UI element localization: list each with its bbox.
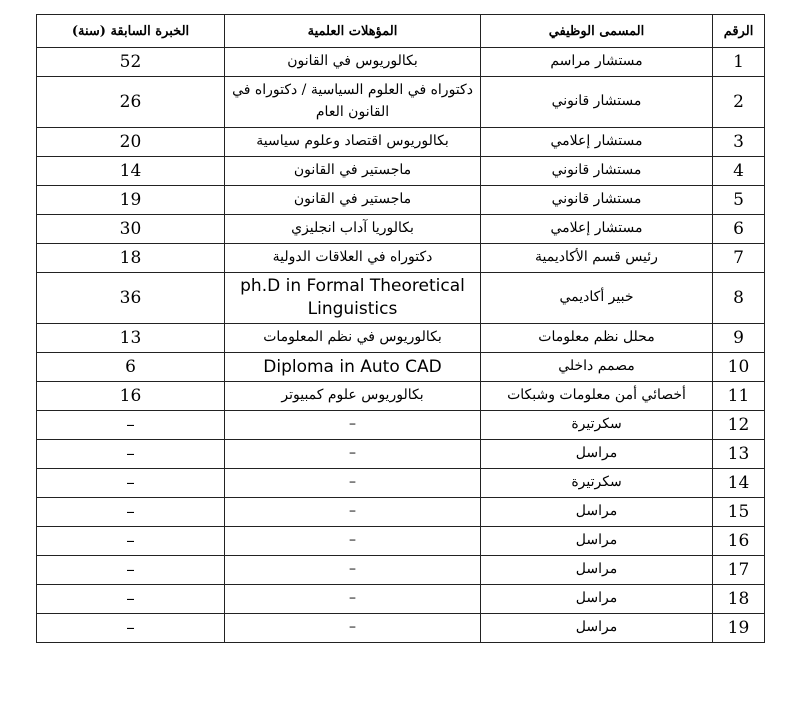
job-title-cell: محلل نظم معلومات xyxy=(481,324,713,353)
row-number: 14 xyxy=(713,469,765,498)
experience-cell: 30 xyxy=(37,215,225,244)
qualification-cell: ph.D in Formal Theoretical Linguistics xyxy=(225,273,481,324)
row-number: 19 xyxy=(713,614,765,643)
experience-cell: 19 xyxy=(37,186,225,215)
header-number: الرقم xyxy=(713,15,765,48)
table-row xyxy=(37,440,765,469)
experience-cell: 20 xyxy=(37,128,225,157)
qualification-cell: دكتوراه في العلاقات الدولية xyxy=(225,244,481,273)
job-title-cell: مستشار إعلامي xyxy=(481,215,713,244)
job-title-cell: مستشار قانوني xyxy=(481,77,713,128)
qualification-cell: – xyxy=(225,469,481,498)
qualification-cell: – xyxy=(225,585,481,614)
job-title-cell: مراسل xyxy=(481,440,713,469)
row-number: 15 xyxy=(713,498,765,527)
table-row xyxy=(37,556,765,585)
table-row xyxy=(37,273,765,324)
table-row xyxy=(37,128,765,157)
table-row xyxy=(37,157,765,186)
job-title-cell: مستشار إعلامي xyxy=(481,128,713,157)
job-title-cell: مراسل xyxy=(481,585,713,614)
staff-table xyxy=(36,14,765,643)
experience-cell: – xyxy=(37,411,225,440)
job-title-cell: سكرتيرة xyxy=(481,469,713,498)
experience-cell: 14 xyxy=(37,157,225,186)
qualification-cell: Diploma in Auto CAD xyxy=(225,353,481,382)
row-number: 2 xyxy=(713,77,765,128)
qualification-cell: بكالوريوس علوم كمبيوتر xyxy=(225,382,481,411)
row-number: 11 xyxy=(713,382,765,411)
experience-cell: – xyxy=(37,527,225,556)
row-number: 16 xyxy=(713,527,765,556)
experience-cell: 52 xyxy=(37,48,225,77)
job-title-cell: مستشار مراسم xyxy=(481,48,713,77)
table-row xyxy=(37,469,765,498)
job-title-cell: رئيس قسم الأكاديمية xyxy=(481,244,713,273)
job-title-cell: مصمم داخلي xyxy=(481,353,713,382)
row-number: 13 xyxy=(713,440,765,469)
experience-cell: 13 xyxy=(37,324,225,353)
table-row xyxy=(37,77,765,128)
header-qualifications: المؤهلات العلمية xyxy=(225,15,481,48)
experience-cell: – xyxy=(37,469,225,498)
row-number: 10 xyxy=(713,353,765,382)
job-title-cell: مستشار قانوني xyxy=(481,157,713,186)
qualification-cell: – xyxy=(225,440,481,469)
job-title-cell: مستشار قانوني xyxy=(481,186,713,215)
table-row xyxy=(37,186,765,215)
table-row xyxy=(37,324,765,353)
qualification-cell: بكالوريا آداب انجليزي xyxy=(225,215,481,244)
job-title-cell: خبير أكاديمي xyxy=(481,273,713,324)
row-number: 1 xyxy=(713,48,765,77)
table-row xyxy=(37,585,765,614)
row-number: 17 xyxy=(713,556,765,585)
experience-cell: 26 xyxy=(37,77,225,128)
job-title-cell: مراسل xyxy=(481,527,713,556)
table-row xyxy=(37,527,765,556)
qualification-cell: – xyxy=(225,614,481,643)
table-row xyxy=(37,411,765,440)
qualification-cell: دكتوراه في العلوم السياسية / دكتوراه في القانون العام xyxy=(225,77,481,128)
table-row xyxy=(37,382,765,411)
qualification-cell: ماجستير في القانون xyxy=(225,157,481,186)
job-title-cell: مراسل xyxy=(481,614,713,643)
qualification-cell: بكالوريوس اقتصاد وعلوم سياسية xyxy=(225,128,481,157)
job-title-cell: مراسل xyxy=(481,556,713,585)
job-title-cell: أخصائي أمن معلومات وشبكات xyxy=(481,382,713,411)
table-row xyxy=(37,353,765,382)
qualification-cell: ماجستير في القانون xyxy=(225,186,481,215)
experience-cell: – xyxy=(37,556,225,585)
row-number: 5 xyxy=(713,186,765,215)
row-number: 12 xyxy=(713,411,765,440)
experience-cell: 6 xyxy=(37,353,225,382)
header-job-title: المسمى الوظيفي xyxy=(481,15,713,48)
header-experience: الخبرة السابقة (سنة) xyxy=(37,15,225,48)
experience-cell: 16 xyxy=(37,382,225,411)
qualification-cell: – xyxy=(225,527,481,556)
experience-cell: – xyxy=(37,498,225,527)
row-number: 9 xyxy=(713,324,765,353)
table-row xyxy=(37,48,765,77)
qualification-cell: بكالوريوس في القانون xyxy=(225,48,481,77)
row-number: 8 xyxy=(713,273,765,324)
row-number: 7 xyxy=(713,244,765,273)
row-number: 4 xyxy=(713,157,765,186)
table-row xyxy=(37,614,765,643)
experience-cell: – xyxy=(37,440,225,469)
experience-cell: – xyxy=(37,585,225,614)
job-title-cell: سكرتيرة xyxy=(481,411,713,440)
row-number: 18 xyxy=(713,585,765,614)
experience-cell: 18 xyxy=(37,244,225,273)
qualification-cell: – xyxy=(225,411,481,440)
experience-cell: 36 xyxy=(37,273,225,324)
qualification-cell: بكالوريوس في نظم المعلومات xyxy=(225,324,481,353)
table-row xyxy=(37,244,765,273)
job-title-cell: مراسل xyxy=(481,498,713,527)
row-number: 6 xyxy=(713,215,765,244)
experience-cell: – xyxy=(37,614,225,643)
row-number: 3 xyxy=(713,128,765,157)
table-row xyxy=(37,215,765,244)
qualification-cell: – xyxy=(225,498,481,527)
table-row xyxy=(37,498,765,527)
header-row xyxy=(37,15,765,48)
table-body xyxy=(37,48,765,643)
qualification-cell: – xyxy=(225,556,481,585)
